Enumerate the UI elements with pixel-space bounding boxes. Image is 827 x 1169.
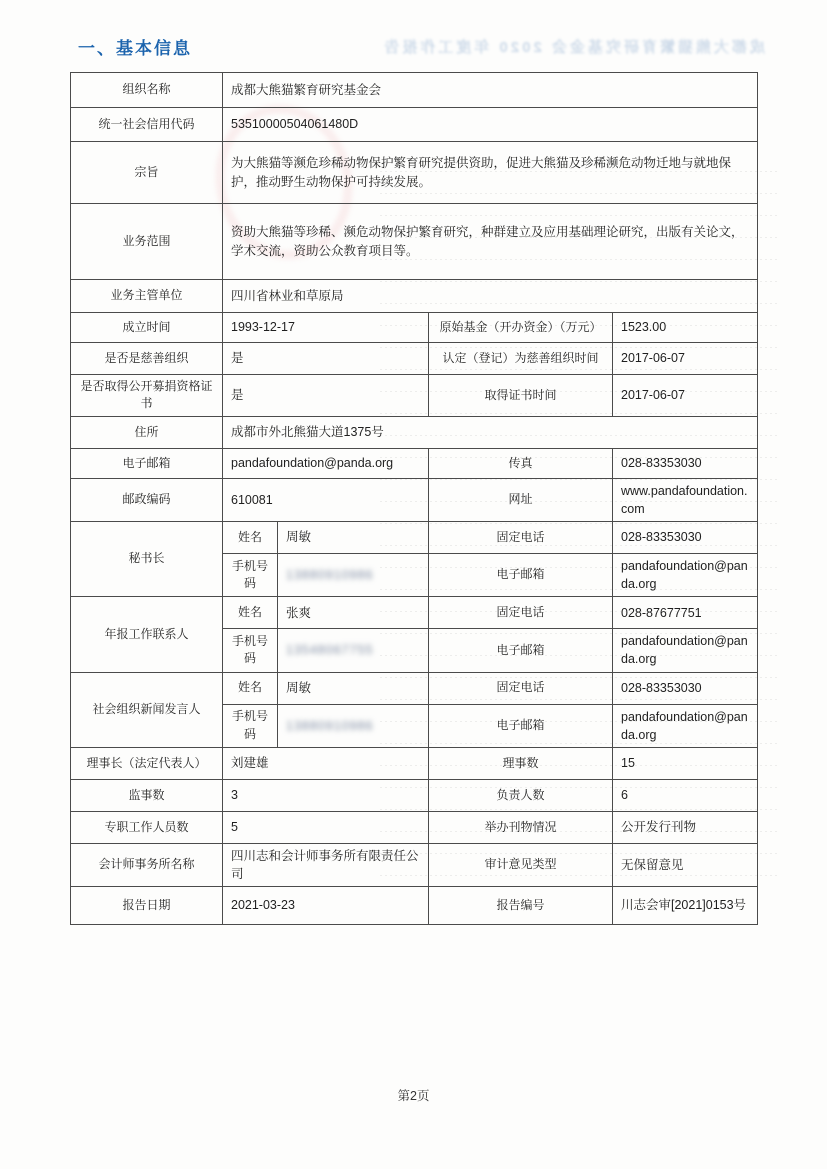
chairman-label: 理事长（法定代表人） <box>71 747 223 779</box>
row-report-date <box>71 887 758 925</box>
mobile-label: 手机号码 <box>223 629 278 672</box>
basic-info-table <box>70 72 758 925</box>
email-value: pandafoundation@panda.org <box>223 448 429 478</box>
spokesperson-email: pandafoundation@panda.org <box>613 704 758 747</box>
purpose-value: 为大熊猫等濒危珍稀动物保护繁育研究提供资助，促进大熊猫及珍稀濒危动物迁地与就地保护，推动野生动物保护可持续发展。 <box>223 142 758 204</box>
phone-label: 固定电话 <box>429 522 613 554</box>
report-number-value: 川志会审[2021]0153号 <box>613 887 758 925</box>
credit-code-label: 统一社会信用代码 <box>71 108 223 142</box>
row-accounting-firm <box>71 843 758 886</box>
row-email <box>71 448 758 478</box>
supervisors-count-value: 3 <box>223 779 429 811</box>
credit-code-value: 53510000504061480D <box>223 108 758 142</box>
secretary-general-mobile-redacted: 13880910986 <box>286 568 374 583</box>
established-value: 1993-12-17 <box>223 313 429 343</box>
business-scope-value: 资助大熊猫等珍稀、濒危动物保护繁育研究，种群建立及应用基础理论研究，出版有关论文，学术交流，资助公众教育项目等。 <box>223 204 758 280</box>
audit-opinion-value: 无保留意见 <box>613 843 758 886</box>
secretary-general-label: 秘书长 <box>71 522 223 597</box>
fulltime-staff-value: 5 <box>223 811 429 843</box>
row-org-name <box>71 73 758 108</box>
row-secretary-general-1 <box>71 522 758 554</box>
supervisory-unit-value: 四川省林业和草原局 <box>223 280 758 313</box>
original-fund-label: 原始基金（开办资金）（万元） <box>429 313 613 343</box>
row-staff <box>71 811 758 843</box>
spokesperson-mobile-redacted: 13880910986 <box>286 718 374 733</box>
contact-email-label: 电子邮箱 <box>429 554 613 597</box>
row-purpose <box>71 142 758 204</box>
directors-count-value: 15 <box>613 747 758 779</box>
chairman-value: 刘建雄 <box>223 747 429 779</box>
postcode-value: 610081 <box>223 478 429 521</box>
org-name-value: 成都大熊猫繁育研究基金会 <box>223 73 758 108</box>
accounting-firm-label: 会计师事务所名称 <box>71 843 223 886</box>
row-established <box>71 313 758 343</box>
row-annual-report-contact-1 <box>71 597 758 629</box>
responsible-count-label: 负责人数 <box>429 779 613 811</box>
contact-email-label: 电子邮箱 <box>429 704 613 747</box>
row-credit-code <box>71 108 758 142</box>
row-business-scope <box>71 204 758 280</box>
is-charity-label: 是否是慈善组织 <box>71 343 223 375</box>
business-scope-label: 业务范围 <box>71 204 223 280</box>
audit-opinion-label: 审计意见类型 <box>429 843 613 886</box>
row-supervisory-unit <box>71 280 758 313</box>
publications-value: 公开发行刊物 <box>613 811 758 843</box>
email-label: 电子邮箱 <box>71 448 223 478</box>
phone-label: 固定电话 <box>429 597 613 629</box>
annual-report-contact-mobile-redacted: 13548067755 <box>286 643 374 658</box>
bleedthrough-mirrored-text: 成都大熊猫繁育研究基金会 2020 年度工作报告 <box>381 39 765 56</box>
report-date-value: 2021-03-23 <box>223 887 429 925</box>
spokesperson-phone: 028-83353030 <box>613 672 758 704</box>
accounting-firm-value: 四川志和会计师事务所有限责任公司 <box>223 843 429 886</box>
charity-date-value: 2017-06-07 <box>613 343 758 375</box>
fax-label: 传真 <box>429 448 613 478</box>
org-name-label: 组织名称 <box>71 73 223 108</box>
annual-report-contact-name: 张爽 <box>278 597 429 629</box>
original-fund-value: 1523.00 <box>613 313 758 343</box>
report-date-label: 报告日期 <box>71 887 223 925</box>
name-label: 姓名 <box>223 597 278 629</box>
row-address <box>71 416 758 448</box>
secretary-general-phone: 028-83353030 <box>613 522 758 554</box>
website-label: 网址 <box>429 478 613 521</box>
mobile-label: 手机号码 <box>223 704 278 747</box>
spokesperson-name: 周敏 <box>278 672 429 704</box>
address-value: 成都市外北熊猫大道1375号 <box>223 416 758 448</box>
row-is-charity <box>71 343 758 375</box>
fundraising-cert-label: 是否取得公开募捐资格证书 <box>71 375 223 417</box>
supervisors-count-label: 监事数 <box>71 779 223 811</box>
website-value: www.pandafoundation.com <box>613 478 758 521</box>
cert-date-value: 2017-06-07 <box>613 375 758 417</box>
directors-count-label: 理事数 <box>429 747 613 779</box>
is-charity-value: 是 <box>223 343 429 375</box>
name-label: 姓名 <box>223 672 278 704</box>
annual-report-contact-email: pandafoundation@panda.org <box>613 629 758 672</box>
supervisory-unit-label: 业务主管单位 <box>71 280 223 313</box>
mobile-label: 手机号码 <box>223 554 278 597</box>
row-supervisors <box>71 779 758 811</box>
cert-date-label: 取得证书时间 <box>429 375 613 417</box>
row-postcode <box>71 478 758 521</box>
publications-label: 举办刊物情况 <box>429 811 613 843</box>
fundraising-cert-value: 是 <box>223 375 429 417</box>
row-chairman <box>71 747 758 779</box>
address-label: 住所 <box>71 416 223 448</box>
section-title: 一、基本信息 <box>78 39 192 58</box>
annual-report-contact-label: 年报工作联系人 <box>71 597 223 672</box>
contact-email-label: 电子邮箱 <box>429 629 613 672</box>
annual-report-contact-phone: 028-87677751 <box>613 597 758 629</box>
secretary-general-email: pandafoundation@panda.org <box>613 554 758 597</box>
fulltime-staff-label: 专职工作人员数 <box>71 811 223 843</box>
name-label: 姓名 <box>223 522 278 554</box>
row-fundraising-cert <box>71 375 758 417</box>
fax-value: 028-83353030 <box>613 448 758 478</box>
responsible-count-value: 6 <box>613 779 758 811</box>
report-number-label: 报告编号 <box>429 887 613 925</box>
secretary-general-name: 周敏 <box>278 522 429 554</box>
phone-label: 固定电话 <box>429 672 613 704</box>
page-number: 第2页 <box>397 1089 430 1103</box>
postcode-label: 邮政编码 <box>71 478 223 521</box>
purpose-label: 宗旨 <box>71 142 223 204</box>
established-label: 成立时间 <box>71 313 223 343</box>
charity-date-label: 认定（登记）为慈善组织时间 <box>429 343 613 375</box>
spokesperson-label: 社会组织新闻发言人 <box>71 672 223 747</box>
row-spokesperson-1 <box>71 672 758 704</box>
